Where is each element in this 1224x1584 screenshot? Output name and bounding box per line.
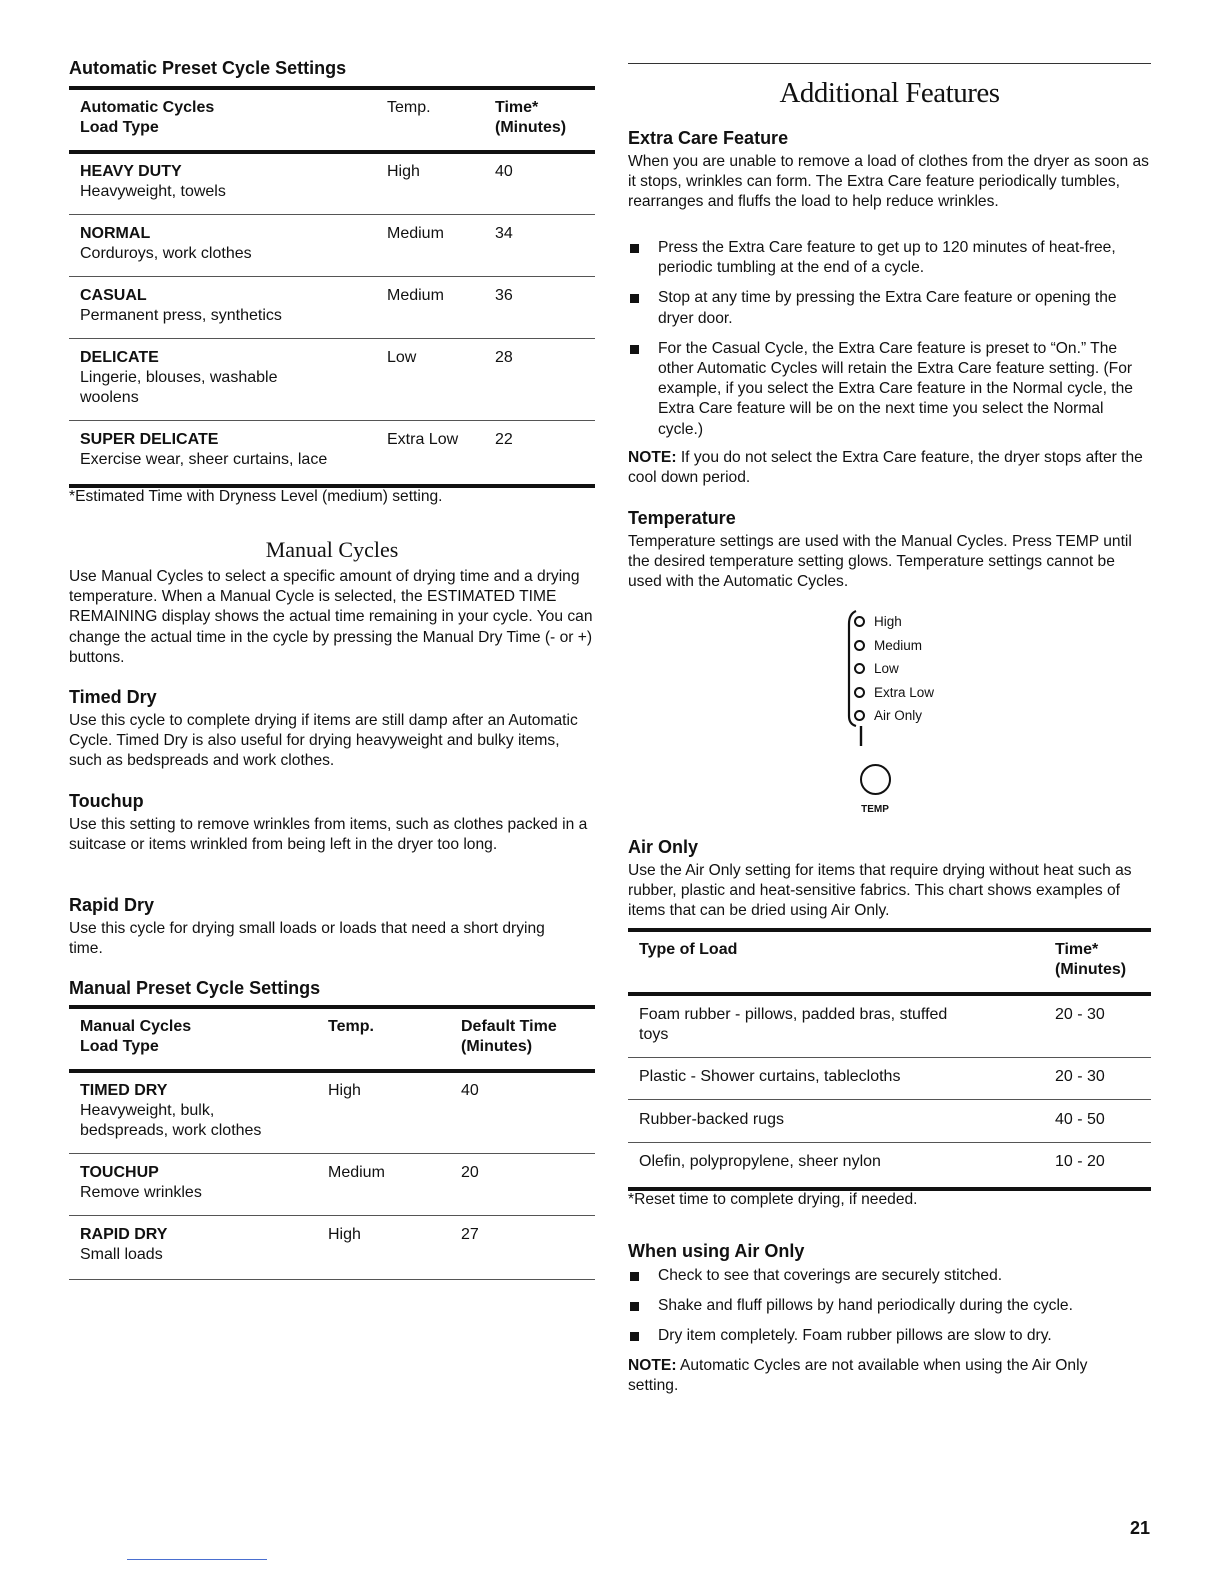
using-air-only-list: [628, 1266, 1151, 1347]
col-header: (Minutes): [461, 1038, 533, 1055]
list-item: Stop at any time by pressing the Extra Care feature or opening the dryer door.: [628, 288, 1151, 328]
additional-features-heading: Additional Features: [779, 77, 1000, 109]
time-cell: 40: [461, 1082, 479, 1099]
load-type: Plastic - Shower curtains, tablecloths: [639, 1068, 901, 1085]
time-cell: 36: [495, 287, 513, 304]
cycle-name: TIMED DRY: [80, 1082, 168, 1099]
temp-cell: Medium: [387, 225, 444, 242]
table-row: [628, 1058, 1151, 1100]
cycle-name: SUPER DELICATE: [80, 431, 219, 448]
rapid-dry-text: Use this cycle for drying small loads or loads that need a short drying time.: [69, 920, 545, 958]
time-cell: 40: [495, 163, 513, 180]
col-header: Manual Cycles: [80, 1018, 192, 1035]
time-cell: 34: [495, 225, 513, 242]
col-header: Type of Load: [639, 941, 738, 958]
table-row: [69, 1216, 595, 1280]
table-row: [69, 421, 595, 487]
bullet-square: [630, 244, 639, 253]
extra-care-list: [628, 238, 1151, 440]
temp-option-air-only: Air Only: [854, 704, 934, 728]
indicator-light-icon: [854, 616, 865, 627]
temp-button-label: TEMP: [861, 804, 889, 815]
load-type: Small loads: [80, 1246, 163, 1263]
load-type: Foam rubber - pillows, padded bras, stuffed toys: [639, 1006, 948, 1043]
indicator-light-icon: [854, 663, 865, 674]
load-type: Corduroys, work clothes: [80, 245, 252, 262]
col-header: Temp.: [387, 99, 431, 116]
temp-cell: High: [328, 1082, 361, 1099]
temp-option-high: High: [854, 610, 934, 634]
top-divider: [628, 63, 1151, 64]
manual-table-heading: Manual Preset Cycle Settings: [69, 978, 321, 998]
table-row: [628, 1100, 1151, 1143]
air-only-table: [628, 928, 1151, 1191]
load-type: Heavyweight, towels: [80, 183, 226, 200]
col-header: Load Type: [80, 1038, 159, 1055]
air-only-footnote: *Reset time to complete drying, if needed.: [628, 1191, 918, 1208]
cycle-name: NORMAL: [80, 225, 151, 242]
extra-care-note: NOTE: If you do not select the Extra Care feature, the dryer stops after the cool down period.: [628, 449, 1143, 487]
touchup-text: Use this setting to remove wrinkles from items, such as clothes packed in a suitcase or items wrinkled from being left in the dryer too long.: [69, 816, 588, 854]
cycle-name: RAPID DRY: [80, 1226, 168, 1243]
table-row: [69, 339, 595, 421]
time-cell: 20: [461, 1164, 479, 1181]
table-row: [628, 994, 1151, 1058]
using-air-only-heading: When using Air Only: [628, 1241, 805, 1261]
using-air-only-note: NOTE: Automatic Cycles are not available when using the Air Only setting.: [628, 1357, 1088, 1395]
indicator-light-icon: [854, 710, 865, 721]
cycle-name: TOUCHUP: [80, 1164, 159, 1181]
col-header: (Minutes): [495, 119, 567, 136]
bullet-square: [630, 1332, 639, 1341]
table-header-row: [69, 1007, 595, 1071]
table-header-row: [69, 88, 595, 152]
extra-care-heading: Extra Care Feature: [628, 128, 789, 148]
auto-table-footnote: *Estimated Time with Dryness Level (medium) setting.: [69, 488, 443, 505]
temperature-text: Temperature settings are used with the Manual Cycles. Press TEMP until the desired temperature setting glows. Temperature settings cannot be used with the Automatic Cycles.: [628, 533, 1132, 591]
table-header-row: [628, 930, 1151, 994]
indicator-light-icon: [854, 687, 865, 698]
temp-cell: Extra Low: [387, 431, 459, 448]
col-header: Temp.: [328, 1018, 374, 1035]
temp-button[interactable]: [860, 764, 891, 795]
table-row: [69, 277, 595, 339]
cycle-name: HEAVY DUTY: [80, 163, 182, 180]
list-item: For the Casual Cycle, the Extra Care feature is preset to “On.” The other Automatic Cycles will retain the Extra Care feature setting. (For example, if you select the Extra Care feature in the Normal cycle, the Extra Care feature will be on the next time you select the Normal cycle.): [628, 339, 1151, 440]
time-cell: 28: [495, 349, 513, 366]
manual-cycles-table: [69, 1005, 595, 1280]
extra-care-text: When you are unable to remove a load of clothes from the dryer as soon as it stops, wrinkles can form. The Extra Care feature periodically tumbles, rearranges and fluffs the load to help reduce wrinkles.: [628, 153, 1149, 211]
time-cell: 20 - 30: [1055, 1068, 1105, 1085]
air-only-text: Use the Air Only setting for items that require drying without heat such as rubber, plastic and heat-sensitive fabrics. This chart shows examples of items that can be dried using Air Only.: [628, 862, 1132, 920]
bullet-square: [630, 1302, 639, 1311]
indicator-light-icon: [854, 640, 865, 651]
temp-cell: Medium: [387, 287, 444, 304]
time-cell: 40 - 50: [1055, 1111, 1105, 1128]
auto-table-heading: Automatic Preset Cycle Settings: [69, 58, 347, 78]
temp-selector-panel: [846, 608, 986, 828]
timed-dry-heading: Timed Dry: [69, 687, 157, 707]
col-header: Time*: [1055, 941, 1099, 958]
temp-cell: High: [387, 163, 420, 180]
load-type: Permanent press, synthetics: [80, 307, 282, 324]
temp-cell: Low: [387, 349, 417, 366]
load-type: Remove wrinkles: [80, 1184, 202, 1201]
bullet-square: [630, 1272, 639, 1281]
col-header: Default Time: [461, 1018, 557, 1035]
list-item: Press the Extra Care feature to get up to 120 minutes of heat-free, periodic tumbling at the end of a cycle.: [628, 238, 1151, 278]
load-type: Rubber-backed rugs: [639, 1111, 784, 1128]
bullet-square: [630, 345, 639, 354]
temp-cell: Medium: [328, 1164, 385, 1181]
table-row: [69, 152, 595, 215]
bullet-square: [630, 294, 639, 303]
page-number: 21: [1129, 1518, 1150, 1538]
list-item: Shake and fluff pillows by hand periodically during the cycle.: [628, 1296, 1151, 1316]
time-cell: 10 - 20: [1055, 1153, 1105, 1170]
table-row: [69, 215, 595, 277]
manual-cycles-text: Use Manual Cycles to select a specific amount of drying time and a drying temperature. When a Manual Cycle is selected, the ESTIMATED TIME REMAINING display shows the actual time remaining in your cycle. You can change the actual time in the cycle by pressing the Manual Dry Time (- or +) buttons.: [69, 568, 593, 666]
table-row: [628, 1143, 1151, 1190]
bottom-link-rule: [127, 1559, 267, 1560]
temperature-heading: Temperature: [628, 508, 736, 528]
time-cell: 22: [495, 431, 513, 448]
col-header: (Minutes): [1055, 961, 1127, 978]
time-cell: 27: [461, 1226, 479, 1243]
rapid-dry-heading: Rapid Dry: [69, 895, 155, 915]
automatic-cycles-table: [69, 86, 595, 488]
manual-cycles-heading: Manual Cycles: [265, 537, 399, 562]
col-header: Load Type: [80, 119, 159, 136]
temp-option-medium: Medium: [854, 634, 934, 658]
air-only-heading: Air Only: [628, 837, 699, 857]
temp-option-extra-low: Extra Low: [854, 681, 934, 705]
touchup-heading: Touchup: [69, 791, 144, 811]
cycle-name: CASUAL: [80, 287, 147, 304]
table-row: [69, 1154, 595, 1216]
col-header: Time*: [495, 99, 539, 116]
time-cell: 20 - 30: [1055, 1006, 1105, 1023]
list-item: Check to see that coverings are securely stitched.: [628, 1266, 1151, 1286]
load-type: Lingerie, blouses, washable woolens: [80, 369, 278, 406]
load-type: Olefin, polypropylene, sheer nylon: [639, 1153, 881, 1170]
load-type: Heavyweight, bulk, bedspreads, work clothes: [80, 1102, 262, 1139]
timed-dry-text: Use this cycle to complete drying if items are still damp after an Automatic Cycle. Timed Dry is also useful for drying heavyweight and bulky items, such as bedspreads and work clothes.: [69, 712, 578, 770]
load-type: Exercise wear, sheer curtains, lace: [80, 451, 328, 468]
temp-option-low: Low: [854, 657, 934, 681]
table-row: [69, 1071, 595, 1154]
cycle-name: DELICATE: [80, 349, 159, 366]
temp-cell: High: [328, 1226, 361, 1243]
list-item: Dry item completely. Foam rubber pillows are slow to dry.: [628, 1326, 1151, 1346]
col-header: Automatic Cycles: [80, 99, 215, 116]
